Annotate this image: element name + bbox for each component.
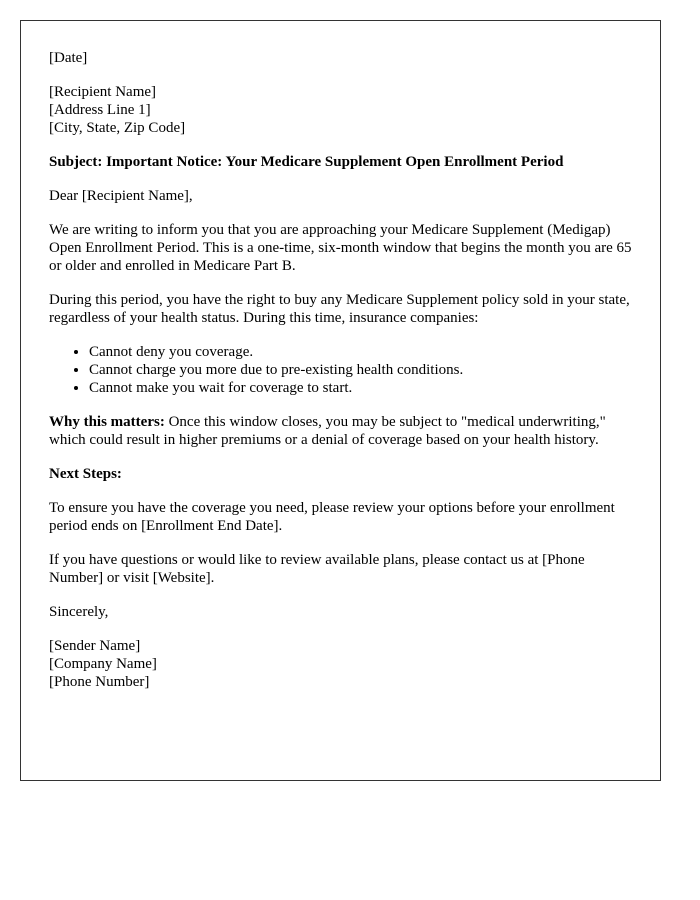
sender-company: [Company Name]: [49, 656, 157, 672]
paragraph-why: [49, 413, 632, 449]
subject-line: [49, 153, 632, 171]
paragraph-intro: We are writing to inform you that you are approaching your Medicare Supplement (Medigap) Open Enrollment Period. This is a one-time, six-month window that begins the month you are 65 or older and enrolled in Medicare Part B.: [49, 222, 632, 274]
next-steps-label: Next Steps:: [49, 466, 122, 482]
date: [Date]: [49, 50, 88, 66]
closing: Sincerely,: [49, 604, 109, 620]
paragraph-rights: During this period, you have the right to buy any Medicare Supplement policy sold in your state, regardless of your health status. During this time, insurance companies:: [49, 292, 630, 326]
list-item: • Cannot deny you coverage.: [89, 343, 632, 361]
salutation: Dear [Recipient Name],: [49, 188, 193, 204]
sender-name: [Sender Name]: [49, 638, 141, 654]
sender-block: [49, 637, 632, 691]
why-text: Once this window closes, you may be subject to "medical underwriting," which could result in higher premiums or a denial of coverage based on your health history.: [49, 414, 606, 448]
recipient-name: [Recipient Name]: [49, 84, 157, 100]
recipient-block: [49, 83, 632, 137]
recipient-city: [City, State, Zip Code]: [49, 120, 186, 136]
list-item: • Cannot charge you more due to pre-existing health conditions.: [89, 361, 632, 379]
next-steps-heading: [49, 465, 632, 483]
protections-list: [49, 343, 632, 397]
why-label: Why this matters:: [49, 414, 165, 430]
subject: Subject: Important Notice: Your Medicare Supplement Open Enrollment Period: [49, 154, 564, 170]
sender-phone: [Phone Number]: [49, 674, 150, 690]
paragraph-review: To ensure you have the coverage you need, please review your options before your enrollment period ends on [Enrollment End Date].: [49, 500, 615, 534]
letter: [20, 20, 661, 781]
paragraph-contact: If you have questions or would like to review available plans, please contact us at [Phone Number] or visit [Website].: [49, 552, 585, 586]
recipient-address: [Address Line 1]: [49, 102, 151, 118]
list-item: • Cannot make you wait for coverage to start.: [89, 379, 632, 397]
